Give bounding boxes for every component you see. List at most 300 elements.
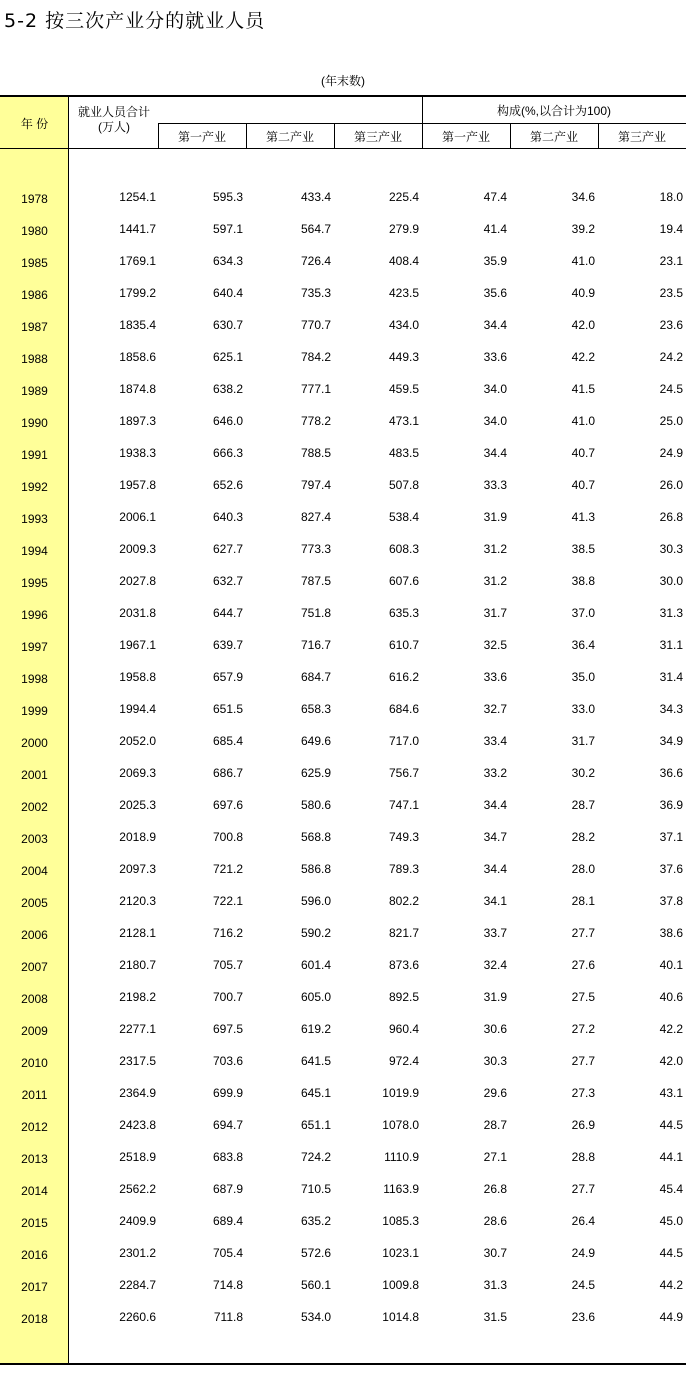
value-cell: 41.3 <box>571 510 595 524</box>
value-cell: 2009.3 <box>119 542 156 556</box>
table-row <box>0 1150 686 1170</box>
value-cell: 28.8 <box>571 1150 595 1164</box>
value-cell: 972.4 <box>388 1054 419 1068</box>
value-cell: 627.7 <box>212 542 243 556</box>
year-cell: 1996 <box>21 608 48 622</box>
table-row <box>0 926 686 946</box>
value-cell: 33.6 <box>483 670 507 684</box>
header-tertiary-count: 第三产业 <box>353 129 402 144</box>
value-cell: 44.1 <box>659 1150 683 1164</box>
value-cell: 42.0 <box>659 1054 683 1068</box>
value-cell: 638.2 <box>212 382 243 396</box>
year-cell: 1989 <box>21 384 48 398</box>
value-cell: 699.9 <box>212 1086 243 1100</box>
value-cell: 44.5 <box>659 1246 683 1260</box>
value-cell: 538.4 <box>388 510 419 524</box>
table-row <box>0 1246 686 1266</box>
value-cell: 30.6 <box>483 1022 507 1036</box>
value-cell: 1958.8 <box>119 670 156 684</box>
year-cell: 1993 <box>21 512 48 526</box>
table-row <box>0 1086 686 1106</box>
value-cell: 507.8 <box>388 478 419 492</box>
value-cell: 1023.1 <box>382 1246 419 1260</box>
year-cell: 2011 <box>21 1088 48 1102</box>
value-cell: 40.9 <box>571 286 595 300</box>
value-cell: 726.4 <box>300 254 331 268</box>
value-cell: 26.9 <box>571 1118 595 1132</box>
value-cell: 27.7 <box>571 1054 595 1068</box>
value-cell: 773.3 <box>300 542 331 556</box>
value-cell: 735.3 <box>300 286 331 300</box>
header-vline <box>158 123 159 148</box>
year-cell: 2014 <box>21 1184 48 1198</box>
value-cell: 31.2 <box>483 574 507 588</box>
value-cell: 717.0 <box>388 734 419 748</box>
value-cell: 449.3 <box>388 350 419 364</box>
value-cell: 44.5 <box>659 1118 683 1132</box>
value-cell: 686.7 <box>212 766 243 780</box>
value-cell: 37.8 <box>659 894 683 908</box>
value-cell: 716.2 <box>212 926 243 940</box>
year-cell: 1991 <box>21 448 48 462</box>
value-cell: 2069.3 <box>119 766 156 780</box>
year-cell: 2018 <box>21 1312 48 1326</box>
value-cell: 473.1 <box>388 414 419 428</box>
table-row <box>0 382 686 402</box>
value-cell: 35.6 <box>483 286 507 300</box>
value-cell: 658.3 <box>300 702 331 716</box>
value-cell: 751.8 <box>300 606 331 620</box>
value-cell: 1897.3 <box>119 414 156 428</box>
year-cell: 1985 <box>21 256 48 270</box>
year-cell: 2004 <box>21 864 48 878</box>
value-cell: 596.0 <box>300 894 331 908</box>
value-cell: 649.6 <box>300 734 331 748</box>
value-cell: 31.4 <box>659 670 683 684</box>
value-cell: 34.4 <box>483 318 507 332</box>
value-cell: 564.7 <box>300 222 331 236</box>
value-cell: 700.7 <box>212 990 243 1004</box>
year-cell: 1992 <box>21 480 48 494</box>
header-secondary-count: 第二产业 <box>265 129 314 144</box>
value-cell: 2198.2 <box>119 990 156 1004</box>
value-cell: 35.9 <box>483 254 507 268</box>
value-cell: 710.5 <box>300 1182 331 1196</box>
value-cell: 1441.7 <box>119 222 156 236</box>
value-cell: 873.6 <box>388 958 419 972</box>
header-primary-count: 第一产业 <box>177 129 226 144</box>
value-cell: 32.5 <box>483 638 507 652</box>
table-row <box>0 798 686 818</box>
value-cell: 2301.2 <box>119 1246 156 1260</box>
value-cell: 749.3 <box>388 830 419 844</box>
value-cell: 483.5 <box>388 446 419 460</box>
table-row <box>0 542 686 562</box>
year-cell: 1999 <box>21 704 48 718</box>
year-cell: 2007 <box>21 960 48 974</box>
value-cell: 687.9 <box>212 1182 243 1196</box>
value-cell: 40.7 <box>571 478 595 492</box>
header-secondary-share: 第二产业 <box>529 129 578 144</box>
value-cell: 35.0 <box>571 670 595 684</box>
value-cell: 30.2 <box>571 766 595 780</box>
value-cell: 23.6 <box>571 1310 595 1324</box>
value-cell: 635.2 <box>300 1214 331 1228</box>
value-cell: 639.7 <box>212 638 243 652</box>
table-row <box>0 1022 686 1042</box>
value-cell: 225.4 <box>388 190 419 204</box>
value-cell: 1938.3 <box>119 446 156 460</box>
value-cell: 19.4 <box>659 222 683 236</box>
value-cell: 788.5 <box>300 446 331 460</box>
value-cell: 778.2 <box>300 414 331 428</box>
table-row <box>0 478 686 498</box>
value-cell: 23.6 <box>659 318 683 332</box>
value-cell: 1019.9 <box>382 1086 419 1100</box>
value-cell: 33.0 <box>571 702 595 716</box>
table-row <box>0 1278 686 1298</box>
value-cell: 33.3 <box>483 478 507 492</box>
value-cell: 27.7 <box>571 1182 595 1196</box>
value-cell: 619.2 <box>300 1022 331 1036</box>
header-structure: 构成(%,以合计为100) <box>496 103 612 118</box>
year-cell: 2016 <box>21 1248 48 1262</box>
value-cell: 1009.8 <box>382 1278 419 1292</box>
table-row <box>0 894 686 914</box>
value-cell: 586.8 <box>300 862 331 876</box>
value-cell: 31.7 <box>571 734 595 748</box>
table-bottom-rule <box>0 1363 686 1365</box>
value-cell: 31.2 <box>483 542 507 556</box>
year-cell: 1990 <box>21 416 48 430</box>
value-cell: 640.4 <box>212 286 243 300</box>
year-cell: 2006 <box>21 928 48 942</box>
table-row <box>0 734 686 754</box>
table-row <box>0 510 686 530</box>
table-top-rule <box>0 95 686 97</box>
value-cell: 36.6 <box>659 766 683 780</box>
table-row <box>0 830 686 850</box>
year-cell: 2008 <box>21 992 48 1006</box>
year-cell: 1986 <box>21 288 48 302</box>
value-cell: 27.3 <box>571 1086 595 1100</box>
value-cell: 756.7 <box>388 766 419 780</box>
value-cell: 777.1 <box>300 382 331 396</box>
value-cell: 31.9 <box>483 990 507 1004</box>
value-cell: 625.9 <box>300 766 331 780</box>
value-cell: 30.7 <box>483 1246 507 1260</box>
year-cell: 2017 <box>21 1280 48 1294</box>
header-tertiary-share: 第三产业 <box>617 129 666 144</box>
value-cell: 605.0 <box>300 990 331 1004</box>
value-cell: 1254.1 <box>119 190 156 204</box>
value-cell: 1163.9 <box>383 1182 419 1196</box>
value-cell: 23.5 <box>659 286 683 300</box>
value-cell: 892.5 <box>388 990 419 1004</box>
value-cell: 27.6 <box>571 958 595 972</box>
value-cell: 802.2 <box>388 894 419 908</box>
value-cell: 34.7 <box>483 830 507 844</box>
year-cell: 1988 <box>21 352 48 366</box>
value-cell: 28.2 <box>571 830 595 844</box>
value-cell: 38.8 <box>571 574 595 588</box>
value-cell: 635.3 <box>388 606 419 620</box>
value-cell: 26.0 <box>659 478 683 492</box>
header-total: 就业人员合计 (万人) <box>77 105 150 134</box>
value-cell: 41.0 <box>571 254 595 268</box>
value-cell: 597.1 <box>212 222 243 236</box>
value-cell: 2180.7 <box>119 958 156 972</box>
value-cell: 2317.5 <box>119 1054 156 1068</box>
value-cell: 625.1 <box>212 350 243 364</box>
value-cell: 2277.1 <box>119 1022 156 1036</box>
value-cell: 37.0 <box>571 606 595 620</box>
value-cell: 700.8 <box>212 830 243 844</box>
value-cell: 41.5 <box>571 382 595 396</box>
year-cell: 2010 <box>21 1056 48 1070</box>
value-cell: 784.2 <box>300 350 331 364</box>
value-cell: 459.5 <box>388 382 419 396</box>
value-cell: 716.7 <box>300 638 331 652</box>
table-row <box>0 670 686 690</box>
table-row <box>0 318 686 338</box>
value-cell: 33.7 <box>483 926 507 940</box>
table-row <box>0 350 686 370</box>
value-cell: 601.4 <box>300 958 331 972</box>
value-cell: 1858.6 <box>119 350 156 364</box>
value-cell: 279.9 <box>388 222 419 236</box>
value-cell: 34.1 <box>483 894 507 908</box>
year-cell: 2012 <box>21 1120 48 1134</box>
header-vline <box>598 123 599 148</box>
year-cell: 1980 <box>21 224 48 238</box>
value-cell: 40.6 <box>659 990 683 1004</box>
value-cell: 28.7 <box>571 798 595 812</box>
value-cell: 40.7 <box>571 446 595 460</box>
value-cell: 34.4 <box>483 862 507 876</box>
value-cell: 24.5 <box>659 382 683 396</box>
value-cell: 433.4 <box>300 190 331 204</box>
table-row <box>0 958 686 978</box>
value-cell: 36.9 <box>659 798 683 812</box>
value-cell: 44.2 <box>659 1278 683 1292</box>
value-cell: 534.0 <box>300 1310 331 1324</box>
value-cell: 27.1 <box>483 1150 507 1164</box>
value-cell: 630.7 <box>212 318 243 332</box>
header-vline <box>510 123 511 148</box>
value-cell: 27.7 <box>571 926 595 940</box>
value-cell: 26.8 <box>483 1182 507 1196</box>
year-cell: 1997 <box>21 640 48 654</box>
table-row <box>0 222 686 242</box>
value-cell: 37.1 <box>659 830 683 844</box>
value-cell: 685.4 <box>212 734 243 748</box>
value-cell: 711.8 <box>213 1310 243 1324</box>
value-cell: 747.1 <box>388 798 419 812</box>
value-cell: 34.9 <box>659 734 683 748</box>
value-cell: 33.2 <box>483 766 507 780</box>
value-cell: 47.4 <box>483 190 507 204</box>
year-cell: 2001 <box>21 768 48 782</box>
value-cell: 42.2 <box>571 350 595 364</box>
value-cell: 44.9 <box>659 1310 683 1324</box>
value-cell: 31.3 <box>483 1278 507 1292</box>
value-cell: 2027.8 <box>119 574 156 588</box>
value-cell: 34.0 <box>483 382 507 396</box>
value-cell: 821.7 <box>388 926 419 940</box>
value-cell: 33.6 <box>483 350 507 364</box>
table-row <box>0 190 686 210</box>
value-cell: 2284.7 <box>119 1278 156 1292</box>
value-cell: 2097.3 <box>119 862 156 876</box>
table-row <box>0 1310 686 1330</box>
value-cell: 38.5 <box>571 542 595 556</box>
value-cell: 683.8 <box>212 1150 243 1164</box>
header-primary-share: 第一产业 <box>441 129 490 144</box>
table-row <box>0 1214 686 1234</box>
value-cell: 1874.8 <box>119 382 156 396</box>
value-cell: 684.6 <box>388 702 419 716</box>
table-row <box>0 1054 686 1074</box>
year-cell: 2003 <box>21 832 48 846</box>
value-cell: 2518.9 <box>119 1150 156 1164</box>
value-cell: 1014.8 <box>382 1310 419 1324</box>
value-cell: 31.9 <box>483 510 507 524</box>
value-cell: 24.5 <box>571 1278 595 1292</box>
value-cell: 580.6 <box>300 798 331 812</box>
year-cell: 1978 <box>21 192 48 206</box>
value-cell: 34.0 <box>483 414 507 428</box>
value-cell: 2423.8 <box>119 1118 156 1132</box>
value-cell: 25.0 <box>659 414 683 428</box>
year-cell: 2009 <box>21 1024 48 1038</box>
year-cell: 2013 <box>21 1152 48 1166</box>
value-cell: 789.3 <box>388 862 419 876</box>
value-cell: 595.3 <box>212 190 243 204</box>
value-cell: 666.3 <box>212 446 243 460</box>
value-cell: 721.2 <box>212 862 243 876</box>
value-cell: 703.6 <box>212 1054 243 1068</box>
year-cell: 1987 <box>21 320 48 334</box>
value-cell: 560.1 <box>300 1278 331 1292</box>
value-cell: 657.9 <box>212 670 243 684</box>
value-cell: 616.2 <box>388 670 419 684</box>
value-cell: 641.5 <box>300 1054 331 1068</box>
table-row <box>0 446 686 466</box>
table-row <box>0 702 686 722</box>
value-cell: 705.7 <box>212 958 243 972</box>
value-cell: 31.5 <box>483 1310 507 1324</box>
table-row <box>0 990 686 1010</box>
value-cell: 689.4 <box>212 1214 243 1228</box>
value-cell: 33.4 <box>483 734 507 748</box>
value-cell: 590.2 <box>300 926 331 940</box>
value-cell: 2364.9 <box>119 1086 156 1100</box>
value-cell: 645.1 <box>300 1086 331 1100</box>
year-cell: 2015 <box>21 1216 48 1230</box>
value-cell: 31.1 <box>659 638 683 652</box>
table-row <box>0 574 686 594</box>
table-row <box>0 286 686 306</box>
value-cell: 45.4 <box>659 1182 683 1196</box>
value-cell: 45.0 <box>659 1214 683 1228</box>
value-cell: 27.5 <box>571 990 595 1004</box>
value-cell: 694.7 <box>212 1118 243 1132</box>
value-cell: 423.5 <box>388 286 419 300</box>
value-cell: 34.4 <box>483 798 507 812</box>
value-cell: 39.2 <box>571 222 595 236</box>
value-cell: 36.4 <box>571 638 595 652</box>
year-cell: 2002 <box>21 800 48 814</box>
value-cell: 30.0 <box>659 574 683 588</box>
value-cell: 28.7 <box>483 1118 507 1132</box>
value-cell: 568.8 <box>300 830 331 844</box>
value-cell: 1835.4 <box>119 318 156 332</box>
value-cell: 26.8 <box>659 510 683 524</box>
table-row <box>0 254 686 274</box>
unit-note: (年末数) <box>321 74 365 88</box>
value-cell: 2018.9 <box>119 830 156 844</box>
value-cell: 1078.0 <box>382 1118 419 1132</box>
value-cell: 34.4 <box>483 446 507 460</box>
value-cell: 2025.3 <box>119 798 156 812</box>
value-cell: 2562.2 <box>119 1182 156 1196</box>
value-cell: 1994.4 <box>119 702 156 716</box>
value-cell: 26.4 <box>571 1214 595 1228</box>
year-cell: 1995 <box>21 576 48 590</box>
value-cell: 1967.1 <box>119 638 156 652</box>
header-bottom-rule <box>0 148 686 149</box>
table-row <box>0 1182 686 1202</box>
value-cell: 28.6 <box>483 1214 507 1228</box>
value-cell: 32.7 <box>483 702 507 716</box>
value-cell: 1799.2 <box>119 286 156 300</box>
value-cell: 640.3 <box>212 510 243 524</box>
value-cell: 827.4 <box>300 510 331 524</box>
value-cell: 30.3 <box>659 542 683 556</box>
value-cell: 31.7 <box>483 606 507 620</box>
value-cell: 2128.1 <box>119 926 156 940</box>
value-cell: 607.6 <box>388 574 419 588</box>
value-cell: 31.3 <box>659 606 683 620</box>
year-cell: 2000 <box>21 736 48 750</box>
value-cell: 24.9 <box>659 446 683 460</box>
value-cell: 714.8 <box>212 1278 243 1292</box>
table-row <box>0 414 686 434</box>
value-cell: 28.1 <box>571 894 595 908</box>
value-cell: 634.3 <box>212 254 243 268</box>
value-cell: 651.1 <box>300 1118 331 1132</box>
value-cell: 1110.9 <box>384 1150 419 1164</box>
value-cell: 705.4 <box>212 1246 243 1260</box>
value-cell: 38.6 <box>659 926 683 940</box>
value-cell: 30.3 <box>483 1054 507 1068</box>
value-cell: 43.1 <box>659 1086 683 1100</box>
year-cell: 1998 <box>21 672 48 686</box>
value-cell: 29.6 <box>483 1086 507 1100</box>
value-cell: 2409.9 <box>119 1214 156 1228</box>
value-cell: 608.3 <box>388 542 419 556</box>
table-row <box>0 606 686 626</box>
value-cell: 24.2 <box>659 350 683 364</box>
value-cell: 787.5 <box>300 574 331 588</box>
value-cell: 434.0 <box>388 318 419 332</box>
value-cell: 2031.8 <box>119 606 156 620</box>
value-cell: 722.1 <box>212 894 243 908</box>
value-cell: 34.6 <box>571 190 595 204</box>
table-row <box>0 862 686 882</box>
value-cell: 644.7 <box>212 606 243 620</box>
